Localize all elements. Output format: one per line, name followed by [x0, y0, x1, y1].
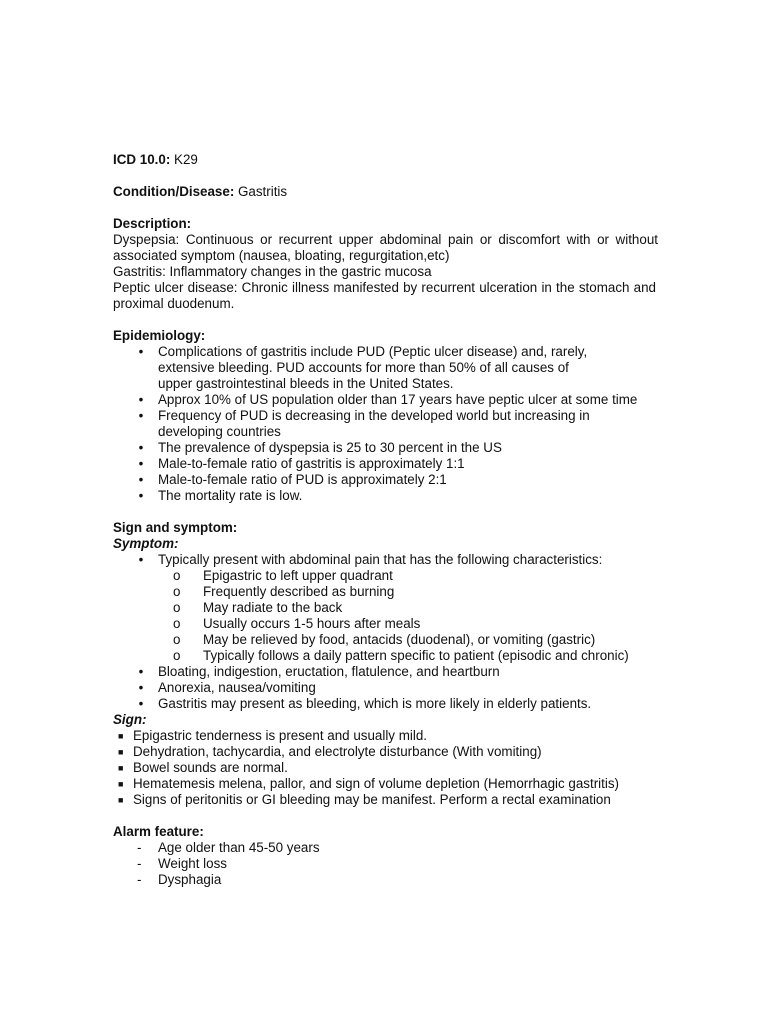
list-item-text: The mortality rate is low.	[158, 488, 303, 503]
sub-bullet-marker: o	[173, 584, 181, 599]
bullet-marker: •	[138, 488, 144, 503]
square-bullet-marker: ■	[118, 763, 124, 773]
list-item	[158, 616, 658, 632]
sub-bullet-marker: o	[173, 600, 181, 615]
list-item	[113, 440, 658, 456]
description-heading: Description:	[113, 216, 192, 231]
list-item-text: Anorexia, nausea/vomiting	[158, 680, 316, 695]
bullet-marker: •	[138, 472, 144, 487]
list-item	[113, 664, 658, 680]
list-item-text: Epigastric tenderness is present and usually mild.	[133, 728, 427, 743]
list-item	[113, 552, 658, 664]
list-item	[158, 584, 658, 600]
icd-line	[113, 152, 658, 168]
list-item-text: Dehydration, tachycardia, and electrolyte disturbance (With vomiting)	[133, 744, 542, 759]
list-item	[113, 488, 658, 504]
list-item-text: May be relieved by food, antacids (duodenal), or vomiting (gastric)	[203, 632, 596, 647]
list-item-text: Typically present with abdominal pain that has the following characteristics:	[158, 552, 603, 567]
sign-heading: Sign:	[113, 712, 147, 727]
list-item	[113, 792, 658, 808]
list-item-text: The prevalence of dyspepsia is 25 to 30 percent in the US	[158, 440, 502, 455]
list-item-text: Age older than 45-50 years	[158, 840, 320, 855]
list-item-text: Bloating, indigestion, eructation, flatulence, and heartburn	[158, 664, 500, 679]
list-item-text: Male-to-female ratio of gastritis is approximately 1:1	[158, 456, 465, 471]
list-item	[113, 472, 658, 488]
list-item-text: Dysphagia	[158, 872, 222, 887]
symptom-list	[113, 552, 658, 712]
bullet-marker: •	[138, 440, 144, 455]
document-page	[113, 152, 658, 888]
square-bullet-marker: ■	[118, 731, 124, 741]
icd-label: ICD 10.0:	[113, 152, 171, 167]
list-item-text: Signs of peritonitis or GI bleeding may be manifest. Perform a rectal examination	[133, 792, 611, 807]
list-item	[158, 632, 658, 648]
list-item	[113, 456, 658, 472]
list-item	[113, 856, 658, 872]
bullet-marker: •	[138, 680, 144, 695]
sub-bullet-marker: o	[173, 616, 181, 631]
list-item	[113, 680, 658, 696]
icd-value: K29	[170, 152, 198, 167]
list-item-text: Frequency of PUD is decreasing in the developed world but increasing in developing countries	[158, 408, 590, 439]
sub-bullet-marker: o	[173, 632, 181, 647]
list-item-text: Bowel sounds are normal.	[133, 760, 288, 775]
epidemiology-list	[113, 344, 658, 504]
square-bullet-marker: ■	[118, 779, 124, 789]
bullet-marker: •	[138, 392, 144, 407]
description-gastritis: Gastritis: Inflammatory changes in the gastric mucosa	[113, 264, 432, 279]
list-item-text: Hematemesis melena, pallor, and sign of volume depletion (Hemorrhagic gastritis)	[133, 776, 620, 791]
list-item-text: Frequently described as burning	[203, 584, 395, 599]
list-item	[113, 744, 658, 760]
list-item-text: Weight loss	[158, 856, 227, 871]
square-bullet-marker: ■	[118, 747, 124, 757]
list-item	[158, 648, 658, 664]
list-item-text: Male-to-female ratio of PUD is approximately 2:1	[158, 472, 447, 487]
condition-line	[113, 184, 658, 200]
dash-marker: -	[137, 840, 142, 855]
bullet-marker: •	[138, 408, 144, 423]
sub-bullet-marker: o	[173, 568, 181, 583]
square-bullet-marker: ■	[118, 795, 124, 805]
list-item-text: Usually occurs 1-5 hours after meals	[203, 616, 421, 631]
bullet-marker: •	[138, 696, 144, 711]
alarm-list	[113, 840, 658, 888]
symptom-heading: Symptom:	[113, 536, 179, 551]
list-item-text: May radiate to the back	[203, 600, 343, 615]
list-item-text: Typically follows a daily pattern specific to patient (episodic and chronic)	[203, 648, 629, 663]
list-item	[113, 392, 658, 408]
bullet-marker: •	[138, 344, 144, 359]
list-item	[113, 344, 603, 392]
dash-marker: -	[137, 872, 142, 887]
list-item-text: Epigastric to left upper quadrant	[203, 568, 393, 583]
dash-marker: -	[137, 856, 142, 871]
bullet-marker: •	[138, 552, 144, 567]
list-item	[113, 696, 658, 712]
list-item	[113, 728, 658, 744]
list-item	[113, 408, 608, 440]
bullet-marker: •	[138, 664, 144, 679]
list-item	[158, 568, 658, 584]
sign-symptom-heading: Sign and symptom:	[113, 520, 238, 535]
list-item-text: Gastritis may present as bleeding, which is more likely in elderly patients.	[158, 696, 592, 711]
list-item-text: Approx 10% of US population older than 17 years have peptic ulcer at some time	[158, 392, 638, 407]
condition-value: Gastritis	[234, 184, 288, 199]
list-item	[113, 760, 658, 776]
condition-label: Condition/Disease:	[113, 184, 235, 199]
alarm-heading: Alarm feature:	[113, 824, 204, 839]
sub-bullet-marker: o	[173, 648, 181, 663]
characteristics-list	[158, 568, 658, 664]
list-item	[113, 840, 658, 856]
epidemiology-heading: Epidemiology:	[113, 328, 206, 343]
list-item	[113, 872, 658, 888]
bullet-marker: •	[138, 456, 144, 471]
description-pud: Peptic ulcer disease: Chronic illness manifested by recurrent ulceration in the stomach and proximal duodenum.	[113, 280, 656, 311]
description-dyspepsia: Dyspepsia: Continuous or recurrent upper abdominal pain or discomfort with or without associated symptom (nausea, bloating, regurgitation,etc)	[113, 232, 658, 263]
list-item	[113, 776, 658, 792]
list-item	[158, 600, 658, 616]
sign-list	[113, 728, 658, 808]
list-item-text: Complications of gastritis include PUD (Peptic ulcer disease) and, rarely, extensive bleeding. PUD accounts for more than 50% of all causes of upper gastrointestinal bleeds in the United States.	[158, 344, 588, 391]
